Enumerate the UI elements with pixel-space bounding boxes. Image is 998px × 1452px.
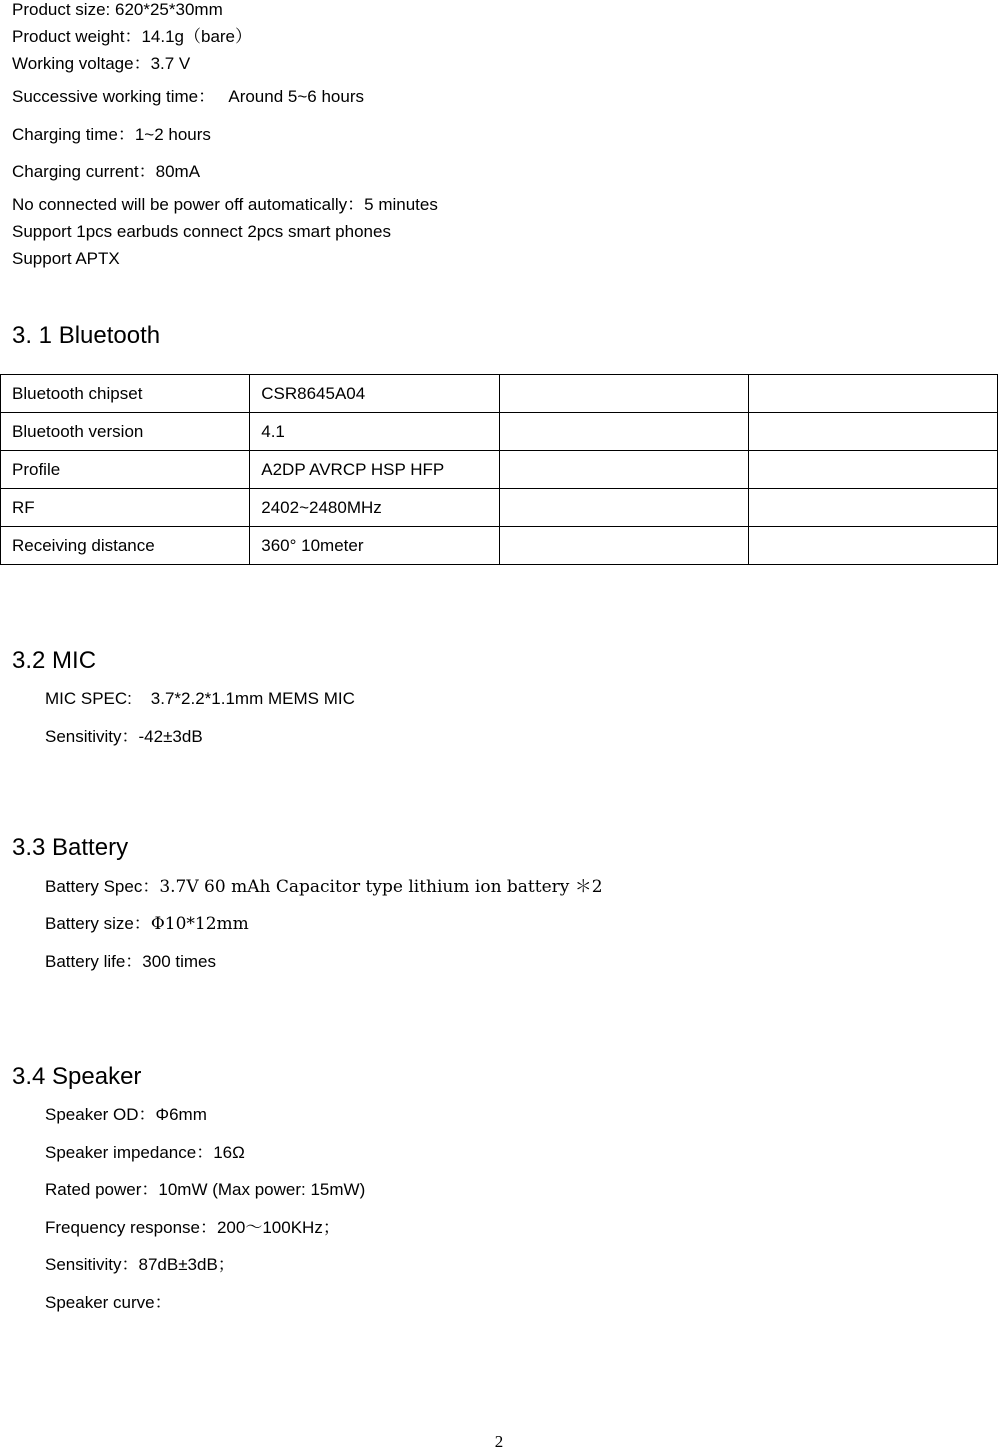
mic-spec: MIC SPEC: 3.7*2.2*1.1mm MEMS MIC bbox=[45, 689, 355, 708]
table-cell: CSR8645A04 bbox=[250, 375, 499, 413]
spec-charging-time: Charging time：1~2 hours bbox=[12, 125, 211, 144]
speaker-sensitivity: Sensitivity：87dB±3dB； bbox=[45, 1255, 235, 1274]
table-row bbox=[1, 413, 998, 451]
page-number: 2 bbox=[494, 1432, 504, 1451]
battery-size-value: Φ10*12mm bbox=[150, 914, 249, 934]
table-row bbox=[1, 375, 998, 413]
table-cell: Bluetooth version bbox=[1, 413, 250, 451]
table-cell: Bluetooth chipset bbox=[1, 375, 250, 413]
table-cell: 360° 10meter bbox=[250, 527, 499, 565]
table-cell bbox=[499, 527, 748, 565]
battery-life: Battery life：300 times bbox=[45, 952, 217, 971]
table-cell bbox=[748, 451, 997, 489]
table-cell bbox=[748, 413, 997, 451]
section-heading-mic: 3.2 MIC bbox=[12, 647, 97, 674]
table-cell: A2DP AVRCP HSP HFP bbox=[250, 451, 499, 489]
mic-sensitivity: Sensitivity：-42±3dB bbox=[45, 727, 203, 746]
battery-spec bbox=[45, 877, 603, 897]
section-heading-battery: 3.3 Battery bbox=[12, 834, 129, 861]
table-cell bbox=[748, 527, 997, 565]
table-cell: 2402~2480MHz bbox=[250, 489, 499, 527]
spec-multipoint: Support 1pcs earbuds connect 2pcs smart phones bbox=[12, 222, 391, 241]
spec-product-size: Product size: 620*25*30mm bbox=[12, 0, 223, 19]
table-cell bbox=[499, 489, 748, 527]
table-cell: Profile bbox=[1, 451, 250, 489]
table-cell: RF bbox=[1, 489, 250, 527]
speaker-frequency-response: Frequency response：200～100KHz； bbox=[45, 1218, 340, 1237]
speaker-rated-power: Rated power：10mW (Max power: 15mW) bbox=[45, 1180, 366, 1199]
speaker-curve: Speaker curve： bbox=[45, 1293, 172, 1312]
spec-aptx: Support APTX bbox=[12, 249, 120, 268]
table-row bbox=[1, 527, 998, 565]
spec-working-time: Successive working time： Around 5~6 hours bbox=[12, 87, 364, 106]
section-heading-bluetooth: 3. 1 Bluetooth bbox=[12, 322, 161, 349]
spec-auto-power-off: No connected will be power off automatically：5 minutes bbox=[12, 195, 438, 214]
table-cell: 4.1 bbox=[250, 413, 499, 451]
table-cell bbox=[748, 375, 997, 413]
spec-working-voltage: Working voltage：3.7 V bbox=[12, 54, 191, 73]
battery-spec-label: Battery Spec： bbox=[45, 877, 160, 896]
bluetooth-spec-table bbox=[0, 374, 998, 565]
battery-size-label: Battery size： bbox=[45, 914, 151, 933]
spec-product-weight: Product weight：14.1g（bare） bbox=[12, 27, 253, 46]
speaker-od: Speaker OD：Φ6mm bbox=[45, 1105, 207, 1124]
section-heading-speaker: 3.4 Speaker bbox=[12, 1063, 142, 1090]
table-row bbox=[1, 489, 998, 527]
table-cell bbox=[499, 413, 748, 451]
battery-size bbox=[45, 914, 249, 934]
table-cell: Receiving distance bbox=[1, 527, 250, 565]
speaker-impedance: Speaker impedance：16Ω bbox=[45, 1143, 245, 1162]
spec-charging-current: Charging current：80mA bbox=[12, 162, 201, 181]
table-cell bbox=[748, 489, 997, 527]
table-cell bbox=[499, 451, 748, 489]
table-cell bbox=[499, 375, 748, 413]
table-row bbox=[1, 451, 998, 489]
battery-spec-value: 3.7V 60 mAh Capacitor type lithium ion battery ＊2 bbox=[159, 877, 603, 897]
